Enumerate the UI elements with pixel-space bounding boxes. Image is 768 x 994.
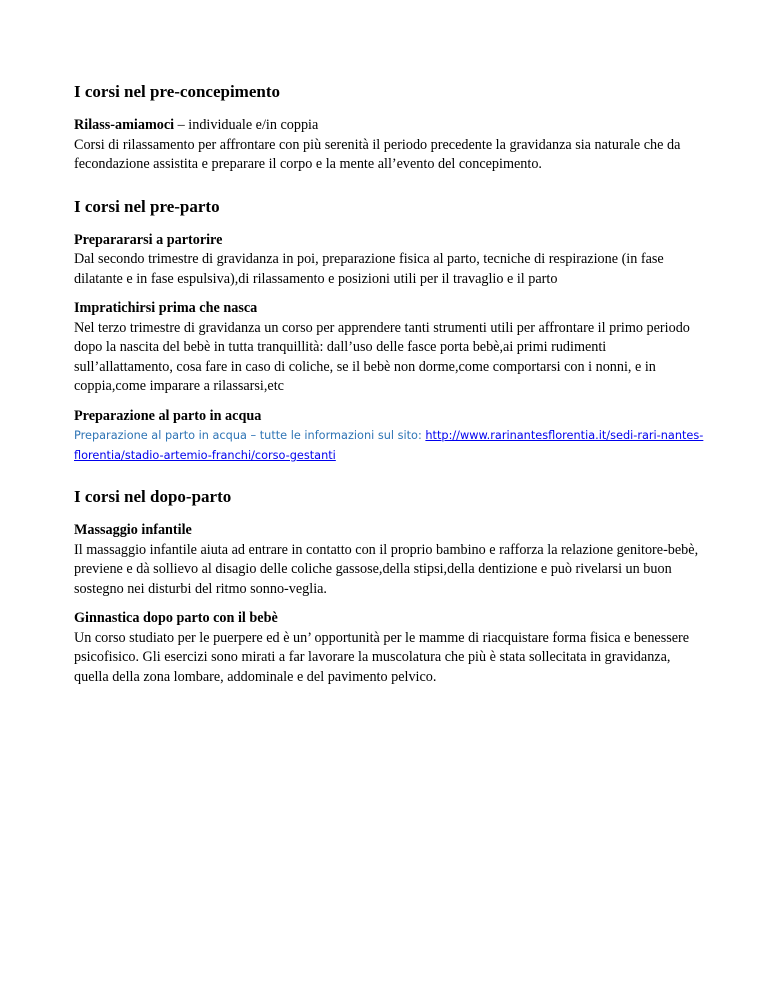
section-pre-concepimento (74, 82, 704, 175)
course-title-line (74, 116, 704, 136)
course-parto-in-acqua (74, 407, 704, 466)
course-impratichirsi (74, 299, 704, 397)
course-title-suffix: – individuale e/in coppia (174, 117, 319, 133)
section-title: I corsi nel pre-concepimento (74, 82, 281, 101)
course-title: Preparararsi a partorire (74, 231, 223, 248)
section-title: I corsi nel pre-parto (74, 196, 220, 216)
course-description: Dal secondo trimestre di gravidanza in poi, preparazione fisica al parto, tecniche di respirazione (in fase dilatante e in fase espulsiva),di rilassamento e posizioni utili per il travaglio e il parto (74, 251, 664, 287)
course-massaggio-infantile (74, 521, 704, 599)
course-title: Ginnastica dopo parto con il bebè (74, 610, 278, 626)
course-link-line (74, 426, 704, 465)
course-ginnastica-dopo-parto (74, 609, 704, 687)
course-title: Impratichirsi prima che nasca (74, 300, 258, 316)
course-description: Un corso studiato per le puerpere ed è un’ opportunità per le mamme di riacquistare forma fisica e benessere psicofisico. Gli esercizi sono mirati a far lavorare la muscolatura che più è stata sollecitata in gravidanza, quella della zona lombare, addominale e del pavimento pelvico. (74, 629, 690, 685)
section-title: I corsi nel dopo-parto (74, 487, 232, 506)
course-link-prefix: Preparazione al parto in acqua – tutte le informazioni sul sito: (74, 429, 426, 442)
course-title: Rilass-amiamoci (74, 117, 175, 133)
course-title: Preparazione al parto in acqua (74, 407, 262, 424)
course-title: Massaggio infantile (74, 522, 192, 538)
course-prepararsi-a-partorire (74, 231, 704, 290)
section-dopo-parto (74, 487, 704, 687)
course-description: Il massaggio infantile aiuta ad entrare in contatto con il proprio bambino e rafforza la relazione genitore-bebè, previene e dà sollievo al disagio delle coliche gassose,della stipsi,della dentizione e può rivelarsi un buon sostegno nei disturbi del ritmo sonno-veglia. (74, 541, 699, 597)
course-info-link[interactable]: http://www.rarinantesflorentia.it/sedi-rari-nantes-florentia/stadio-artemio-franchi/corso-gestanti (74, 429, 704, 462)
course-description: Corsi di rilassamento per affrontare con più serenità il periodo precedente la gravidanza sia naturale che da fecondazione assistita e preparare il corpo e la mente all’evento del concepimento. (74, 136, 681, 172)
course-description: Nel terzo trimestre di gravidanza un corso per apprendere tanti strumenti utili per affrontare il primo periodo dopo la nascita del bebè in tutta tranquillità: dall’uso delle fasce porta bebè,ai primi rudimenti sull’allattamento, cosa fare in caso di coliche, se il bebè non dorme,come comportarsi con i nonni, e in coppia,come imparare a rilassarsi,etc (74, 319, 690, 394)
section-pre-parto (74, 197, 704, 466)
document-page (74, 82, 704, 697)
course-rilass-amiamoci (74, 116, 704, 175)
